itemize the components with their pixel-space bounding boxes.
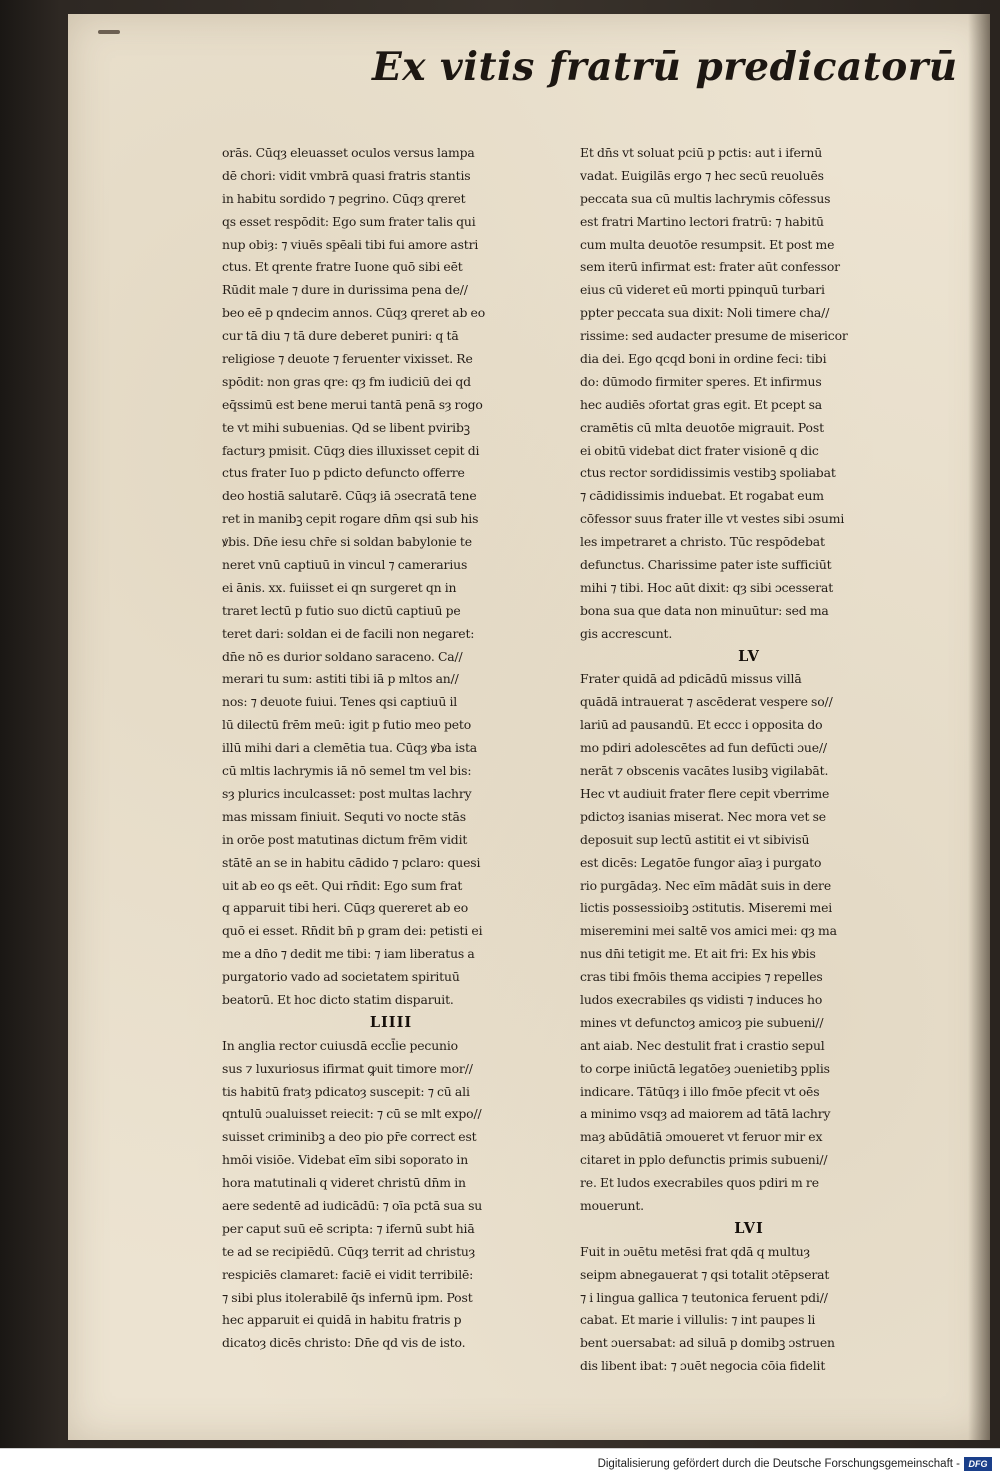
footer-bar bbox=[0, 1448, 1000, 1480]
text-line: orās. Cūqȝ eleuasset oculos versus lampa bbox=[222, 145, 475, 160]
text-line: Frater quidā ad pdicādū missus villā bbox=[580, 671, 802, 687]
text-line: me a dn̄o ⁊ dedit me tibi: ⁊ iam liberatus a bbox=[222, 946, 475, 962]
text-line: defunctus. Charissime pater iste sufficiūt bbox=[580, 557, 832, 573]
text-line: dn̄e nō es durior soldano saraceno. Ca// bbox=[222, 648, 463, 664]
text-line: les impetraret a christo. Tūc respōdebat bbox=[580, 534, 825, 550]
text-line: est fratri Martino lectori fratrū: ⁊ habitū bbox=[580, 213, 824, 229]
text-line: beo eē p qndecim annos. Cūqȝ qreret ab eo bbox=[222, 305, 486, 321]
text-line: lictis possessioibꝫ ɔstitutis. Miseremi mei bbox=[580, 900, 833, 916]
text-line: mas missam finiuit. Sequti vo nocte stās bbox=[222, 808, 466, 824]
text-line: hora matutinali q videret christū dn̄m in bbox=[222, 1175, 466, 1191]
chapter-number: LVI bbox=[734, 1219, 764, 1237]
text-line: mouerunt. bbox=[580, 1197, 644, 1213]
text-line: uit ab eo qs eēt. Qui rn̄dit: Ego sum frat bbox=[222, 877, 463, 893]
text-line: seipm abnegauerat ⁊ qsi totalit ɔtēpserat bbox=[580, 1266, 830, 1282]
text-line: neret vnū captiuū in vincul ⁊ camerarius bbox=[222, 557, 468, 573]
text-line: In anglia rector cuiusdā eccl̄ie pecunio bbox=[222, 1037, 458, 1053]
text-line: hec apparuit ei quidā in habitu fratris p bbox=[222, 1312, 462, 1328]
text-line: te ad se recipiēdū. Cūqȝ territ ad christuȝ bbox=[222, 1243, 476, 1259]
text-line: miseremini mei saltē vos amici mei: qȝ ma bbox=[580, 923, 837, 939]
text-line: eq̄ssimū est bene merui tantā penā sȝ rogo bbox=[222, 396, 483, 412]
text-line: cum multa deuotōe resumpsit. Et post me bbox=[580, 236, 835, 252]
text-line: tis habitū fratȝ pdicatoȝ suscepit: ⁊ cū ali bbox=[222, 1083, 470, 1099]
text-line: ei obitū videbat dict frater visionē q dic bbox=[580, 442, 819, 458]
left-text-column bbox=[222, 142, 560, 1355]
text-line: re. Et ludos execrabiles quos pdiri m re bbox=[580, 1175, 819, 1191]
page-mark bbox=[98, 30, 120, 34]
text-line: in habitu sordido ⁊ pegrino. Cūqȝ qreret bbox=[222, 190, 466, 206]
text-line: sus ⁊ luxuriosus ifirmat ꝙuit timore mor// bbox=[222, 1060, 473, 1076]
text-line: rissime: sed audacter presume de misericor bbox=[580, 328, 848, 344]
text-line: Et dn̄s vt soluat pciū p pctis: aut i ifernū bbox=[580, 145, 823, 160]
text-line: suisset criminibꝫ a deo pio pr̄e correct est bbox=[222, 1129, 477, 1145]
text-line: ⁊ cādidissimis induebat. Et rogabat eum bbox=[580, 488, 824, 504]
text-line: deo hostiā salutarē. Cūqȝ iā ɔsecratā tene bbox=[222, 488, 477, 504]
text-line: traret lectū p futio suo dictū captiuū pe bbox=[222, 602, 461, 618]
text-line: cabat. Et marie i villulis: ⁊ int paupes li bbox=[580, 1312, 816, 1328]
text-line: beatorū. Et hoc dicto statim disparuit. bbox=[222, 991, 454, 1007]
text-line: bona sua que data non minuūtur: sed ma bbox=[580, 602, 829, 618]
text-line: cras tibi fmōis thema accipies ⁊ repelles bbox=[580, 969, 823, 985]
text-line: sem iterū infirmat est: frater aūt confessor bbox=[580, 259, 840, 275]
text-line: q apparuit tibi heri. Cūqȝ quereret ab eo bbox=[222, 900, 469, 916]
text-line: facturȝ pmisit. Cūqȝ dies illuxisset cepit di bbox=[222, 442, 480, 458]
text-line: nus dn̄i tetigit me. Et ait fri: Ex his ꝟbis bbox=[580, 946, 816, 962]
text-line: teret dari: soldan ei de facili non negaret: bbox=[222, 625, 475, 641]
running-head: Ex vitis fratrū predicatorū bbox=[372, 44, 958, 90]
text-line: quō ei esset. Rn̄dit bn̄ p gram dei: petisti ei bbox=[222, 923, 483, 939]
text-line: mines vt defunctoȝ amicoȝ pie subueni// bbox=[580, 1014, 824, 1030]
text-line: nos: ⁊ deuote fuiui. Tenes qsi captiuū il bbox=[222, 694, 458, 710]
text-line: quādā intrauerat ⁊ ascēderat vespere so// bbox=[580, 694, 833, 710]
text-line: qntulū ɔualuisset reiecit: ⁊ cū se mlt expo// bbox=[222, 1106, 482, 1122]
text-line: lū dilectū frēm meū: igit p futio meo peto bbox=[222, 717, 472, 733]
text-line: to corpe iniūctā legatōeȝ ɔuenietibꝫ pplis bbox=[580, 1060, 830, 1076]
text-line: mihi ⁊ tibi. Hoc aūt dixit: qȝ sibi ɔcesserat bbox=[580, 579, 834, 595]
text-line: cōfessor suus frater ille vt vestes sibi ɔsumi bbox=[580, 511, 845, 527]
text-line: deposuit sup lectū astitit ei vt sibivisū bbox=[580, 831, 810, 847]
text-line: Hec vt audiuit frater flere cepit vberrime bbox=[580, 785, 830, 801]
right-text-column bbox=[580, 142, 918, 1378]
text-line: per caput suū eē scripta: ⁊ ifernū subt hiā bbox=[222, 1220, 475, 1236]
footer-credit: Digitalisierung gefördert durch die Deutsche Forschungsgemeinschaft - bbox=[597, 1458, 960, 1470]
text-line: sȝ plurics inculcasset: post multas lachry bbox=[222, 785, 472, 801]
text-line: purgatorio vado ad societatem spirituū bbox=[222, 969, 460, 985]
text-line: aere sedentē ad iudicādū: ⁊ oīa pctā sua su bbox=[222, 1197, 483, 1213]
text-line: pdictoȝ isanias miserat. Nec mora vet se bbox=[580, 808, 826, 824]
text-line: ret in manibꝫ cepit rogare dn̄m qsi sub his bbox=[222, 511, 479, 527]
text-line: in orōe post matutinas dictum frēm vidit bbox=[222, 831, 468, 847]
text-line: do: dūmodo firmiter speres. Et infirmus bbox=[580, 373, 822, 389]
text-line: illū mihi dari a clemētia tua. Cūqȝ ꝟba ista bbox=[222, 740, 478, 756]
text-line: ctus rector sordidissimis vestibꝫ spoliabat bbox=[580, 465, 836, 481]
text-line: Fuit in ɔuētu metēsi frat qdā q multuȝ bbox=[580, 1243, 810, 1259]
text-line: hmōi visiōe. Videbat eīm sibi soporato in bbox=[222, 1152, 469, 1168]
text-line: dia dei. Ego qcqd boni in ordine feci: tibi bbox=[580, 351, 827, 367]
text-line: ꝟbis. Dn̄e iesu chr̄e si soldan babylonie te bbox=[222, 534, 472, 550]
text-line: cū mltis lachrymis iā nō semel tm vel bis: bbox=[222, 763, 472, 779]
text-line: stātē an se in habitu cādido ⁊ pclaro: quesi bbox=[222, 854, 481, 870]
text-line: ⁊ sibi plus itolerabilē q̄s infernū ipm. Post bbox=[222, 1289, 473, 1305]
text-line: gis accrescunt. bbox=[580, 625, 673, 641]
dfg-logo-icon: DFG bbox=[964, 1457, 992, 1471]
gutter-shadow bbox=[968, 14, 990, 1440]
text-line: vadat. Euigilās ergo ⁊ hec secū reuoluēs bbox=[580, 167, 824, 183]
text-line: citaret in pplo defunctis primis subueni// bbox=[580, 1152, 828, 1168]
text-line: cramētis cū mlta deuotōe migrauit. Post bbox=[580, 419, 824, 435]
text-line: ant aiab. Nec destulit frat i crastio sepul bbox=[580, 1037, 825, 1053]
text-line: ppter peccata sua dixit: Noli timere cha// bbox=[580, 305, 830, 321]
text-line: indicare. Tātūqȝ i illo fmōe pfecit vt oēs bbox=[580, 1083, 820, 1099]
text-line: nup obiȝ: ⁊ viuēs spēali tibi fui amore astri bbox=[222, 236, 479, 252]
text-line: eius cū videret eū morti ppinquū turbari bbox=[580, 282, 825, 298]
text-line: a minimo vsqȝ ad maiorem ad tātā lachry bbox=[580, 1106, 831, 1122]
text-line: peccata sua cū multis lachrymis cōfessus bbox=[580, 190, 831, 206]
text-line: ⁊ i lingua gallica ⁊ teutonica feruent pdi// bbox=[580, 1289, 828, 1305]
text-line: ludos execrabiles qs vidisti ⁊ induces ho bbox=[580, 991, 823, 1007]
text-line: ctus frater Iuo p pdicto defuncto offerre bbox=[222, 465, 465, 481]
text-line: bent ɔuersabat: ad siluā p domibꝫ ɔstruen bbox=[580, 1335, 835, 1351]
text-line: Rūdit male ⁊ dure in durissima pena de// bbox=[222, 282, 468, 298]
text-line: lariū ad pausandū. Et eccc i opposita do bbox=[580, 717, 823, 733]
text-line: cur tā diu ⁊ tā dure deberet puniri: q tā bbox=[222, 328, 459, 344]
text-line: ctus. Et qrente fratre Iuone quō sibi eēt bbox=[222, 259, 463, 275]
chapter-number: LIIII bbox=[369, 1013, 413, 1031]
text-line: dē chori: vidit vmbrā quasi fratris stantis bbox=[222, 167, 471, 183]
text-line: qs esset respōdit: Ego sum frater talis qui bbox=[222, 213, 476, 229]
text-line: nerāt ⁊ obscenis vacātes lusibꝫ vigilabāt. bbox=[580, 763, 829, 779]
text-line: maȝ abūdātiā ɔmoueret vt feruor mir ex bbox=[580, 1129, 823, 1145]
text-line: dis libent ibat: ⁊ ɔuēt negocia cōia fidelit bbox=[580, 1358, 826, 1374]
text-line: hec audiēs ɔfortat gras egit. Et pcept sa bbox=[580, 396, 823, 412]
text-line: mo pdiri adolescētes ad fun defūcti ɔue// bbox=[580, 740, 827, 756]
text-line: est dicēs: Legatōe fungor aīaȝ i purgato bbox=[580, 854, 822, 870]
text-line: spōdit: non gras qre: qȝ fm iudiciū dei qd bbox=[222, 373, 471, 389]
text-line: respiciēs clamaret: faciē ei vidit terribilē: bbox=[222, 1266, 474, 1282]
chapter-number: LV bbox=[738, 647, 760, 665]
text-line: ei ānis. xx. fuiisset ei qn surgeret qn in bbox=[222, 579, 457, 595]
text-line: rio purgādaȝ. Nec eīm mādāt suis in dere bbox=[580, 877, 832, 893]
text-line: te vt mihi subuenias. Qd se libent pviribꝫ bbox=[222, 419, 470, 435]
text-line: merari tu sum: astiti tibi iā p mltos an// bbox=[222, 671, 459, 687]
text-line: religiose ⁊ deuote ⁊ feruenter vixisset. Re bbox=[222, 351, 473, 367]
text-line: dicatoȝ dicēs christo: Dn̄e qd vis de isto. bbox=[222, 1335, 466, 1351]
